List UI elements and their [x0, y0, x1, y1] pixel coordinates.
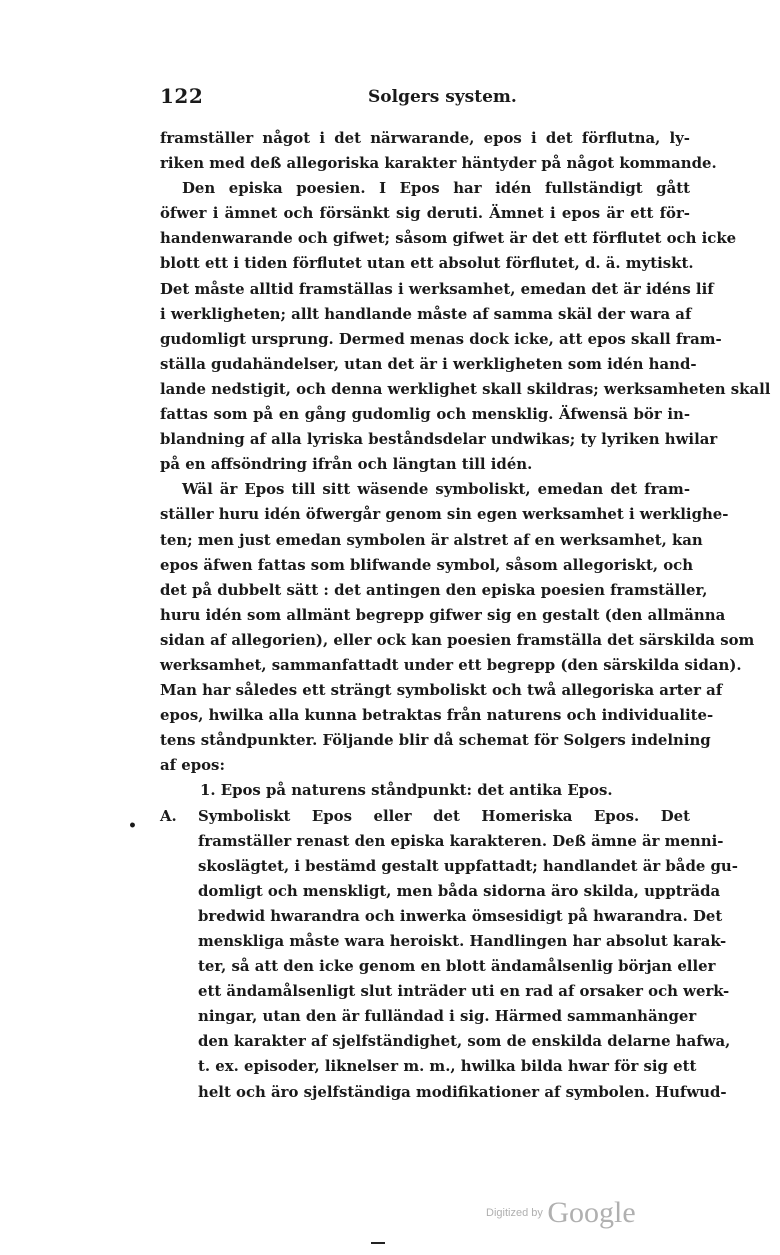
- running-head: Solgers system.: [368, 87, 517, 107]
- text-line: domligt och menskligt, men båda sidorna äro skilda, uppträda: [198, 881, 721, 900]
- text-line: Det måste alltid framställas i werksamhet, emedan det är idéns lif: [160, 279, 714, 298]
- text-line: Den episka poesien. I Epos har idén fullständigt gått: [182, 179, 690, 198]
- text-line: riken med deß allegoriska karakter häntyder på något kommande.: [160, 154, 717, 173]
- text-line: blandning af alla lyriska beståndsdelar undwikas; ty lyriken hwilar: [160, 430, 718, 449]
- bottom-dash: [371, 1242, 385, 1244]
- text-line: werksamhet, sammanfattadt under ett begrepp (den särskilda sidan).: [160, 655, 742, 674]
- section-a-heading: Symboliskt Epos eller det Homeriska Epos. Det: [198, 806, 690, 825]
- section-a-first-line: [160, 804, 690, 829]
- page-header: [160, 84, 690, 114]
- list-heading: 1. Epos på naturens ståndpunkt: det antika Epos.: [200, 781, 613, 800]
- text-line: t. ex. episoder, liknelser m. m., hwilka bilda hwar för sig ett: [198, 1057, 697, 1076]
- text-line: ningar, utan den är fulländad i sig. Härmed sammanhänger: [198, 1007, 697, 1026]
- text-line: fattas som på en gång gudomlig och mensklig. Äfwensä bör in-: [160, 405, 690, 424]
- text-line: epos äfwen fattas som blifwande symbol, såsom allegoriskt, och: [160, 555, 694, 574]
- google-logo: Google: [547, 1196, 636, 1229]
- text-line: den karakter af sjelfständighet, som de enskilda delarne hafwa,: [198, 1032, 731, 1051]
- digitized-watermark: [486, 1196, 636, 1230]
- section-marker: A.: [160, 806, 177, 825]
- text-line: i werkligheten; allt handlande måste af samma skäl der wara af: [160, 304, 692, 323]
- text-line: ställa gudahändelser, utan det är i werkligheten som idén hand-: [160, 354, 697, 373]
- text-line: på en affsöndring ifrån och längtan till idén.: [160, 455, 533, 474]
- text-line: huru idén som allmänt begrepp gifwer sig en gestalt (den allmänna: [160, 605, 726, 624]
- text-line: framställer något i det närwarande, epos i det förflutna, ly-: [160, 129, 690, 147]
- text-line: Man har således ett strängt symboliskt och twå allegoriska arter af: [160, 681, 723, 700]
- body-text: [160, 126, 771, 1105]
- text-line: af epos:: [160, 756, 225, 775]
- page-number: 122: [160, 84, 204, 108]
- text-line: epos, hwilka alla kunna betraktas från naturens och individualite-: [160, 706, 714, 725]
- text-line: öfwer i ämnet och försänkt sig deruti. Ämnet i epos är ett för-: [160, 204, 690, 223]
- margin-mark: •: [128, 818, 137, 834]
- text-line: det på dubbelt sätt : det antingen den episka poesien framställer,: [160, 580, 708, 599]
- watermark-prefix: Digitized by: [486, 1207, 543, 1219]
- text-line: ett ändamålsenligt slut inträder uti en rad af orsaker och werk-: [198, 982, 730, 1001]
- text-line: ter, så att den icke genom en blott ändamålsenlig början eller: [198, 957, 716, 976]
- text-line: menskliga måste wara heroiskt. Handlingen har absolut karak-: [198, 932, 727, 950]
- text-line: gudomligt ursprung. Dermed menas dock icke, att epos skall fram-: [160, 329, 722, 348]
- text-line: blott ett i tiden förflutet utan ett absolut förflutet, d. ä. mytiskt.: [160, 254, 694, 273]
- text-line: lande nedstigit, och denna werklighet skall skildras; werksamheten skall: [160, 379, 771, 398]
- text-line: ten; men just emedan symbolen är alstret af en werksamhet, kan: [160, 530, 703, 549]
- text-line: Wäl är Epos till sitt wäsende symboliskt, emedan det fram-: [182, 480, 690, 499]
- text-line: skoslägtet, i bestämd gestalt uppfattadt; handlandet är både gu-: [198, 856, 738, 875]
- text-line: sidan af allegorien), eller ock kan poesien framställa det särskilda som: [160, 630, 755, 649]
- text-line: ställer huru idén öfwergår genom sin egen werksamhet i werklighe-: [160, 505, 729, 524]
- text-line: bredwid hwarandra och inwerka ömsesidigt på hwarandra. Det: [198, 906, 723, 925]
- text-line: handenwarande och gifwet; såsom gifwet är det ett förflutet och icke: [160, 229, 737, 248]
- text-line: framställer renast den episka karakteren. Deß ämne är menni-: [198, 831, 724, 850]
- text-line: helt och äro sjelfständiga modifikationer af symbolen. Hufwud-: [198, 1082, 727, 1101]
- text-line: tens ståndpunkter. Följande blir då schemat för Solgers indelning: [160, 731, 711, 750]
